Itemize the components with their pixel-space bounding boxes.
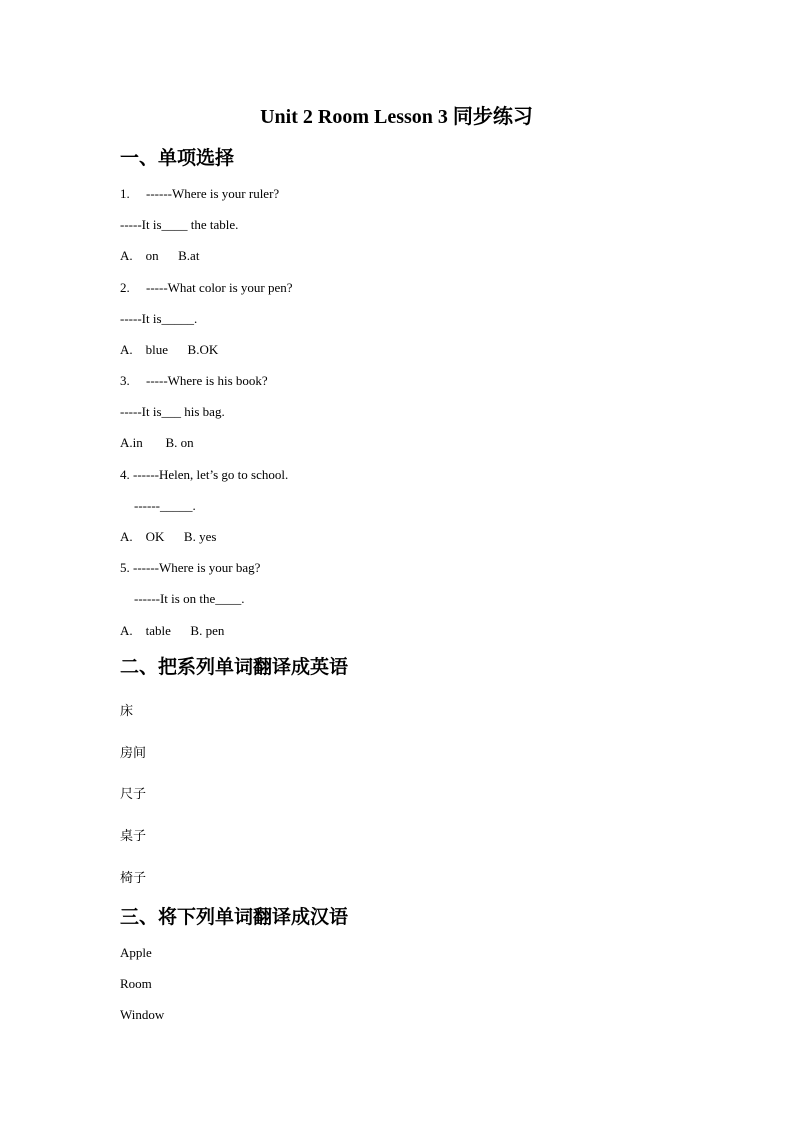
options-line: A. table B. pen <box>120 623 225 638</box>
word-item: 房间 <box>120 745 147 760</box>
word-item: 床 <box>120 703 134 718</box>
options-line: A. on B.at <box>120 248 200 263</box>
word-item: 椅子 <box>120 870 147 885</box>
options-line: A. blue B.OK <box>120 342 219 357</box>
word-item: 桌子 <box>120 828 147 843</box>
question-line: -----It is_____. <box>120 311 198 326</box>
section-heading-multiple-choice: 一、单项选择 <box>120 147 235 169</box>
word-item: Apple <box>120 945 152 960</box>
question-line: ------It is on the____. <box>134 591 245 606</box>
question-line: 4. ------Helen, let’s go to school. <box>120 467 289 482</box>
question-line: -----It is___ his bag. <box>120 404 225 419</box>
options-line: A.in B. on <box>120 435 194 450</box>
options-line: A. OK B. yes <box>120 529 217 544</box>
question-line: 5. ------Where is your bag? <box>120 560 261 575</box>
document-title: Unit 2 Room Lesson 3 同步练习 <box>260 106 533 128</box>
question-line: ------_____. <box>134 498 196 513</box>
section-heading-translate-to-english: 二、把系列单词翻译成英语 <box>120 656 349 678</box>
question-line: -----It is____ the table. <box>120 217 239 232</box>
question-line: 2. -----What color is your pen? <box>120 280 293 295</box>
word-item: Room <box>120 976 152 991</box>
word-item: 尺子 <box>120 786 147 801</box>
section-heading-translate-to-chinese: 三、将下列单词翻译成汉语 <box>120 906 349 928</box>
word-item: Window <box>120 1007 165 1022</box>
question-line: 3. -----Where is his book? <box>120 373 268 388</box>
question-line: 1. ------Where is your ruler? <box>120 186 280 201</box>
